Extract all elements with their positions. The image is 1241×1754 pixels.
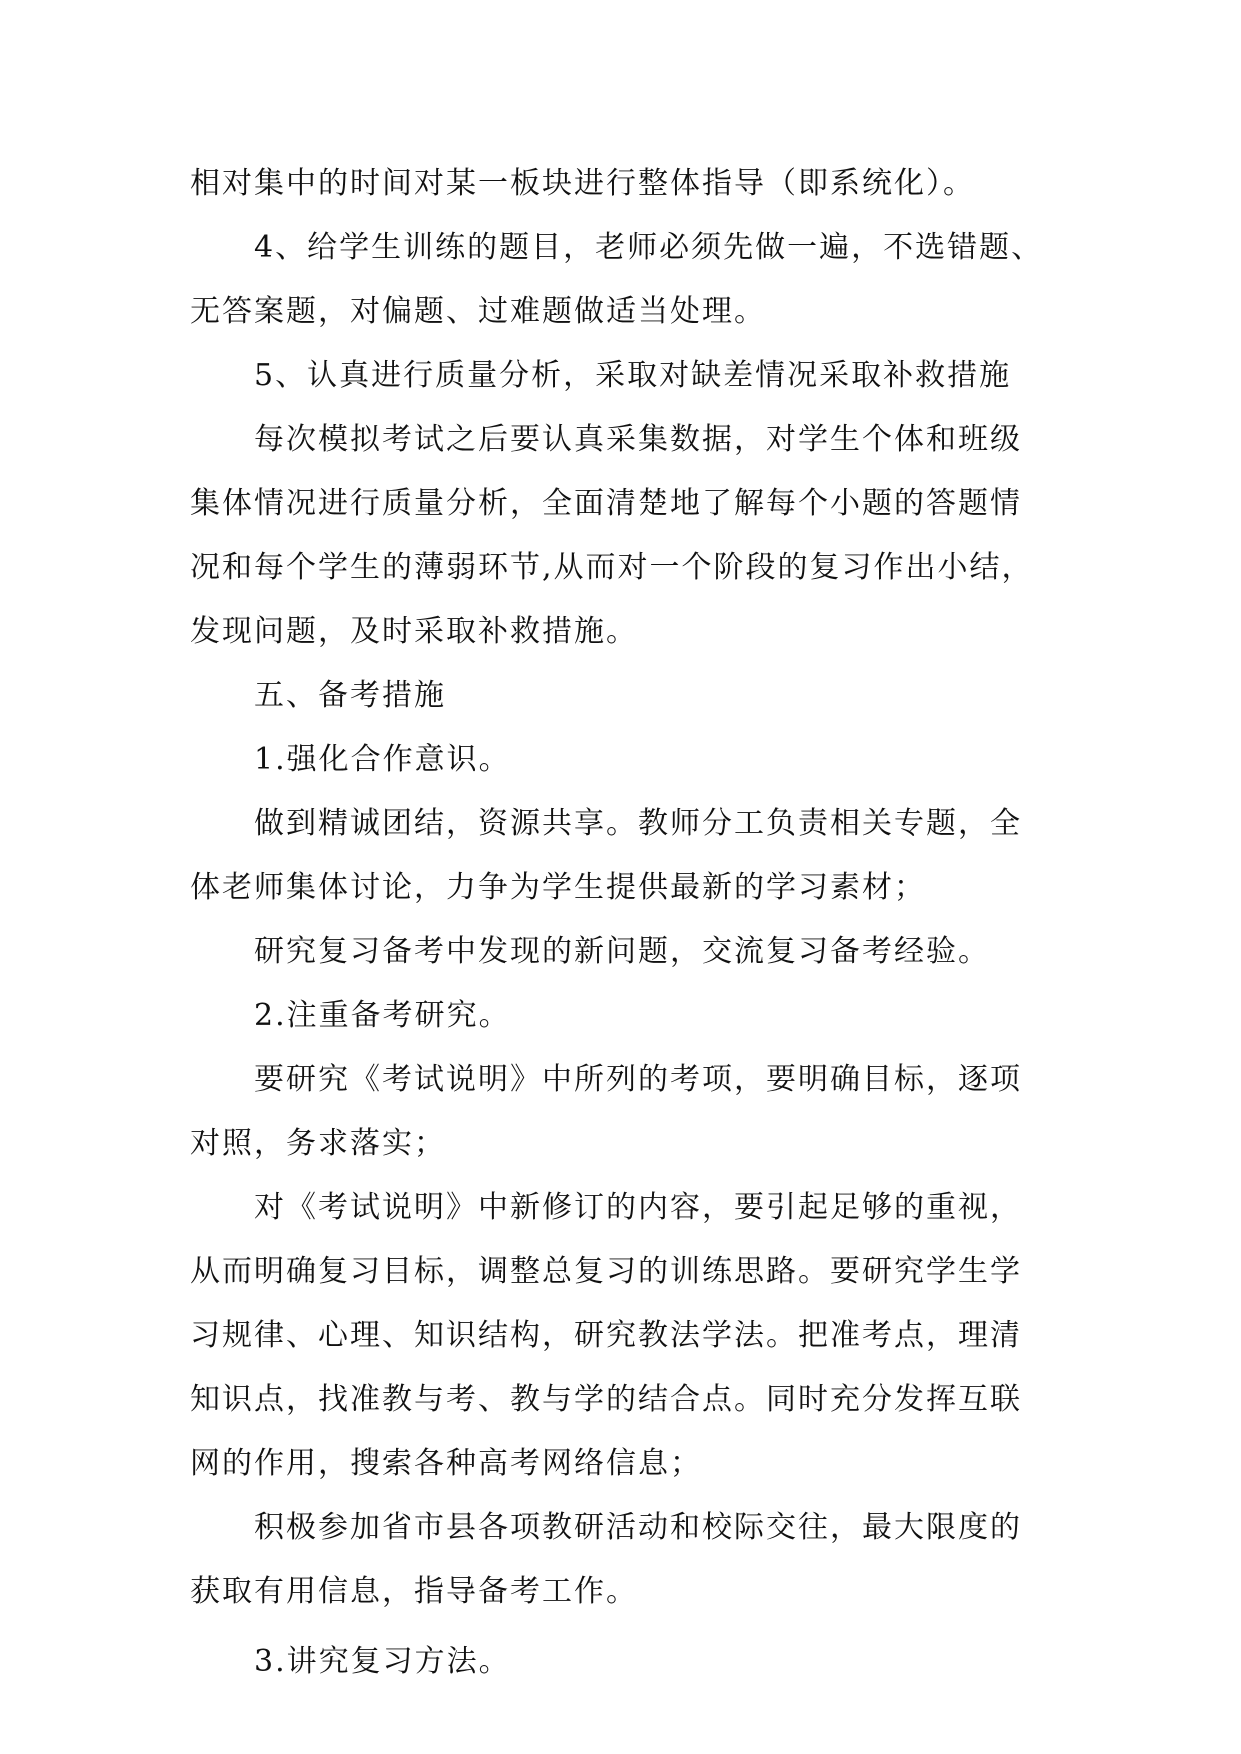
subheading: 3.讲究复习方法。 (254, 1644, 511, 1679)
text-line: 体老师集体讨论，力争为学生提供最新的学习素材； (190, 870, 926, 905)
text-line: 知识点，找准教与考、教与学的结合点。同时充分发挥互联 (190, 1382, 1022, 1417)
text-line: 研究复习备考中发现的新问题，交流复习备考经验。 (254, 934, 990, 969)
text-line: 做到精诚团结，资源共享。教师分工负责相关专题，全 (254, 806, 1022, 841)
text-line: 对照，务求落实； (190, 1126, 446, 1161)
text-line: 网的作用，搜索各种高考网络信息； (190, 1446, 702, 1481)
text-line: 况和每个学生的薄弱环节,从而对一个阶段的复习作出小结， (190, 550, 1034, 585)
text-line: 无答案题，对偏题、过难题做适当处理。 (190, 294, 766, 329)
text-line: 每次模拟考试之后要认真采集数据，对学生个体和班级 (254, 422, 1022, 457)
text-line: 对《考试说明》中新修订的内容，要引起足够的重视， (254, 1190, 1022, 1225)
text-line: 要研究《考试说明》中所列的考项，要明确目标，逐项 (254, 1062, 1022, 1097)
text-line: 集体情况进行质量分析，全面清楚地了解每个小题的答题情 (190, 486, 1022, 521)
text-line: 发现问题，及时采取补救措施。 (190, 614, 638, 649)
section-heading: 五、备考措施 (254, 678, 446, 713)
subheading: 2.注重备考研究。 (254, 998, 511, 1033)
subheading: 1.强化合作意识。 (254, 742, 511, 777)
text-line: 5、认真进行质量分析，采取对缺差情况采取补救措施 (254, 358, 1012, 393)
text-line: 从而明确复习目标，调整总复习的训练思路。要研究学生学 (190, 1254, 1022, 1289)
text-line: 4、给学生训练的题目，老师必须先做一遍，不选错题、 (254, 230, 1044, 265)
text-line: 获取有用信息，指导备考工作。 (190, 1574, 638, 1609)
document-body (190, 152, 1070, 1694)
text-line: 相对集中的时间对某一板块进行整体指导（即系统化）。 (190, 166, 975, 201)
text-line: 习规律、心理、知识结构，研究教法学法。把准考点，理清 (190, 1318, 1022, 1353)
text-line: 积极参加省市县各项教研活动和校际交往，最大限度的 (254, 1510, 1022, 1545)
